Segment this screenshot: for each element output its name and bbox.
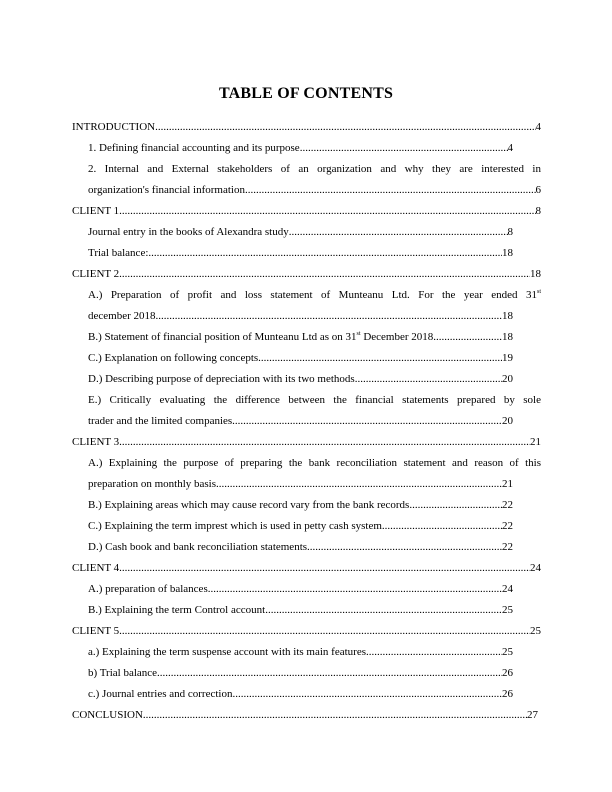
toc-label: CLIENT 4 xyxy=(72,562,120,574)
dot-leader xyxy=(119,621,530,642)
toc-label: Journal entry in the books of Alexandra study xyxy=(88,226,289,238)
toc-page-number: 25 xyxy=(502,646,513,658)
toc-page-number: 25 xyxy=(502,604,513,616)
toc-entry-stakeholders-line2[interactable] xyxy=(88,180,541,201)
toc-entry-sole-trader-line2[interactable] xyxy=(88,411,513,432)
toc-label: a.) Explaining the term suspense account with its main features xyxy=(88,646,366,658)
dot-leader xyxy=(307,537,502,558)
toc-page-number: 4 xyxy=(507,142,513,154)
toc-entry-cash-book[interactable] xyxy=(88,537,513,558)
toc-page-number: 20 xyxy=(502,373,513,385)
toc-page-number: 27 xyxy=(527,709,538,721)
toc-entry-concepts[interactable] xyxy=(88,348,513,369)
toc-entry-client-2[interactable] xyxy=(72,264,541,285)
toc-page-number: 25 xyxy=(530,625,541,637)
toc-entry-conclusion[interactable] xyxy=(72,705,538,726)
toc-label: december 2018 xyxy=(88,310,156,322)
toc-entry-journal-correction[interactable] xyxy=(88,684,513,705)
dot-leader xyxy=(258,348,502,369)
toc-label: organization's financial information xyxy=(88,184,245,196)
toc-entry-record-vary[interactable] xyxy=(88,495,513,516)
dot-leader xyxy=(155,117,535,138)
toc-label xyxy=(88,327,433,348)
table-of-contents xyxy=(72,117,541,726)
toc-label: CONCLUSION xyxy=(72,709,143,721)
toc-label-pre: B.) Statement of financial position of Munteanu Ltd as on 31 xyxy=(88,331,357,343)
toc-page-number: 22 xyxy=(502,499,513,511)
toc-page-number: 18 xyxy=(502,331,513,343)
toc-page-number: 22 xyxy=(502,520,513,532)
dot-leader xyxy=(148,243,502,264)
toc-page-number: 4 xyxy=(535,121,541,133)
toc-label: Trial balance: xyxy=(88,247,149,259)
toc-page-number: 20 xyxy=(502,415,513,427)
dot-leader xyxy=(300,138,508,159)
toc-label: A.) preparation of balances xyxy=(88,583,208,595)
toc-entry-trial-balance[interactable] xyxy=(88,243,513,264)
toc-entry-suspense-account[interactable] xyxy=(88,642,513,663)
dot-leader xyxy=(355,369,502,390)
superscript: st xyxy=(536,289,541,295)
toc-label: C.) Explanation on following concepts xyxy=(88,352,259,364)
toc-label: INTRODUCTION xyxy=(72,121,156,133)
dot-leader xyxy=(119,201,535,222)
dot-leader xyxy=(265,600,502,621)
dot-leader xyxy=(119,558,530,579)
toc-entry-stakeholders-line1[interactable]: 2. Internal and External stakeholders of an organization and why they are interested in xyxy=(88,163,541,175)
toc-label: B.) Explaining areas which may cause record vary from the bank records xyxy=(88,499,410,511)
dot-leader xyxy=(409,495,502,516)
toc-page-number: 24 xyxy=(530,562,541,574)
toc-label: trader and the limited companies xyxy=(88,415,233,427)
toc-label: b) Trial balance xyxy=(88,667,158,679)
toc-page-number: 8 xyxy=(535,205,541,217)
dot-leader xyxy=(119,264,530,285)
toc-entry-profit-loss-line2[interactable] xyxy=(88,306,513,327)
dot-leader xyxy=(232,684,502,705)
toc-page-number: 18 xyxy=(502,247,513,259)
toc-entry-journal-entry[interactable] xyxy=(88,222,513,243)
dot-leader xyxy=(366,642,502,663)
toc-label: preparation on monthly basis xyxy=(88,478,217,490)
toc-label: CLIENT 5 xyxy=(72,625,120,637)
toc-entry-defining-financial-accounting[interactable] xyxy=(88,138,513,159)
toc-page-number: 6 xyxy=(535,184,541,196)
toc-label: C.) Explaining the term imprest which is used in petty cash system xyxy=(88,520,382,532)
toc-entry-client-3[interactable] xyxy=(72,432,541,453)
toc-label: c.) Journal entries and correction xyxy=(88,688,233,700)
toc-label: D.) Describing purpose of depreciation with its two methods xyxy=(88,373,355,385)
toc-page-number: 18 xyxy=(502,310,513,322)
toc-page-number: 21 xyxy=(502,478,513,490)
toc-page-number: 19 xyxy=(502,352,513,364)
toc-entry-client-5[interactable] xyxy=(72,621,541,642)
dot-leader xyxy=(119,432,530,453)
toc-entry-introduction[interactable] xyxy=(72,117,541,138)
toc-entry-trial-balance-2[interactable] xyxy=(88,663,513,684)
dot-leader xyxy=(382,516,502,537)
toc-entry-profit-loss-line1[interactable] xyxy=(88,285,541,306)
toc-label-post: December 2018 xyxy=(360,331,434,343)
page-title: TABLE OF CONTENTS xyxy=(218,85,394,102)
toc-label: 1. Defining financial accounting and its purpose xyxy=(88,142,300,154)
dot-leader xyxy=(208,579,502,600)
toc-page-number: 21 xyxy=(530,436,541,448)
toc-label: A.) Preparation of profit and loss statement of Munteanu Ltd. For the year ended 31 xyxy=(88,289,537,301)
toc-page-number: 18 xyxy=(530,268,541,280)
toc-label: B.) Explaining the term Control account xyxy=(88,604,266,616)
toc-page-number: 26 xyxy=(502,688,513,700)
toc-entry-client-1[interactable] xyxy=(72,201,541,222)
dot-leader xyxy=(216,474,502,495)
toc-entry-sole-trader-line1[interactable]: E.) Critically evaluating the difference between the financial statements prepared by sole xyxy=(88,394,541,406)
toc-entry-financial-position[interactable] xyxy=(88,327,513,348)
toc-entry-bank-reconciliation-line1[interactable]: A.) Explaining the purpose of preparing the bank reconciliation statement and reason of this xyxy=(88,457,541,469)
toc-label: CLIENT 3 xyxy=(72,436,120,448)
toc-entry-preparation-balances[interactable] xyxy=(88,579,513,600)
toc-page-number: 26 xyxy=(502,667,513,679)
dot-leader xyxy=(156,306,503,327)
superscript: st xyxy=(356,331,361,337)
toc-page-number: 8 xyxy=(507,226,513,238)
toc-entry-client-4[interactable] xyxy=(72,558,541,579)
toc-entry-imprest[interactable] xyxy=(88,516,513,537)
toc-entry-bank-reconciliation-line2[interactable] xyxy=(88,474,513,495)
dot-leader xyxy=(245,180,536,201)
toc-label: CLIENT 2 xyxy=(72,268,120,280)
toc-entry-depreciation[interactable] xyxy=(88,369,513,390)
dot-leader xyxy=(433,327,502,348)
toc-page-number: 24 xyxy=(502,583,513,595)
toc-page-number: 22 xyxy=(502,541,513,553)
toc-entry-control-account[interactable] xyxy=(88,600,513,621)
dot-leader xyxy=(157,663,502,684)
toc-label: CLIENT 1 xyxy=(72,205,120,217)
dot-leader xyxy=(232,411,502,432)
toc-label: D.) Cash book and bank reconciliation statements xyxy=(88,541,308,553)
dot-leader xyxy=(143,705,527,726)
dot-leader xyxy=(289,222,508,243)
